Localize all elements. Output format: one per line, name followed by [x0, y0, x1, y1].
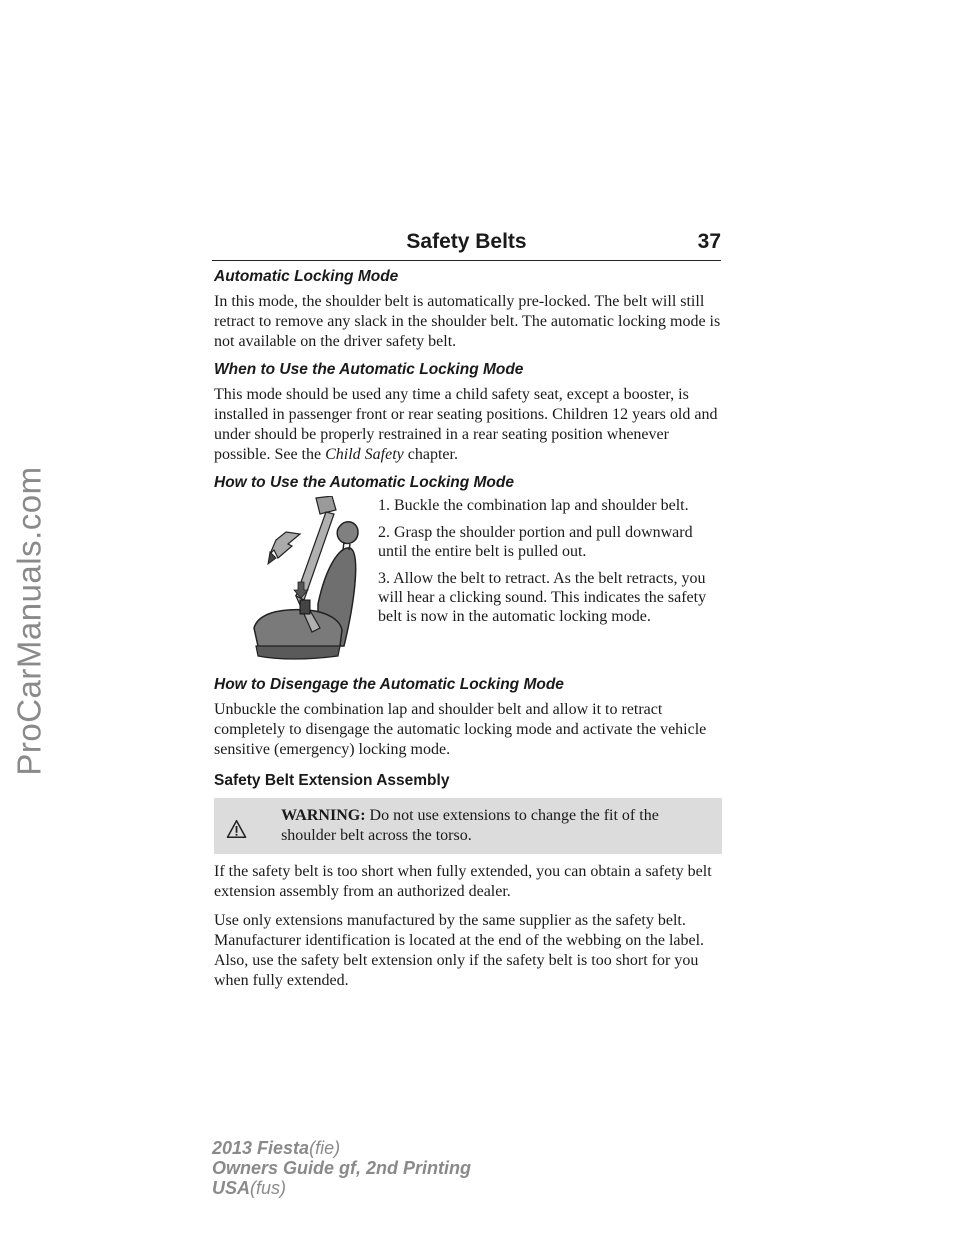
page-number: 37	[697, 230, 721, 253]
footer-model: 2013 Fiesta	[212, 1138, 310, 1158]
warning-box	[214, 798, 722, 854]
page-title: Safety Belts	[406, 230, 527, 253]
footer-guide: Owners Guide gf, 2nd Printing	[212, 1158, 472, 1178]
heading-how-to-disengage: How to Disengage the Automatic Locking Mode	[214, 676, 564, 693]
warning-body: Do not use extensions to change the fit of the shoulder belt across the torso.	[281, 807, 659, 844]
watermark-text: ProCarManuals.com	[11, 466, 48, 776]
footer-line-1	[212, 1138, 471, 1158]
seat-belt-figure	[248, 496, 378, 664]
footer-market-code: (fus)	[250, 1178, 287, 1198]
warning-triangle-icon	[226, 816, 247, 842]
step-2: 2. Grasp the shoulder portion and pull downward until the entire belt is pulled out.	[378, 524, 693, 560]
paragraph-extension-2: Use only extensions manufactured by the same supplier as the safety belt. Manufacturer identification is located at the end of the webbing on the label. Also, use the safety belt extension only if the safety belt is too short for you when fully extended.	[214, 912, 705, 989]
watermark	[2, 0, 58, 1242]
paragraph-disengage: Unbuckle the combination lap and shoulder belt and allow it to retract completely to disengage the automatic locking mode and activate the vehicle sensitive (emergency) locking mode.	[214, 701, 707, 758]
warning-label: WARNING:	[281, 807, 366, 824]
steps-list	[378, 496, 722, 634]
page-content	[214, 268, 722, 1000]
step-3: 3. Allow the belt to retract. As the belt retracts, you will hear a clicking sound. This indicates the safety belt is now in the automatic locking mode.	[378, 570, 707, 625]
footer-line-3	[212, 1178, 471, 1198]
page-footer	[212, 1138, 471, 1198]
footer-model-code: (fie)	[309, 1138, 341, 1158]
heading-when-to-use: When to Use the Automatic Locking Mode	[214, 361, 524, 378]
page-header	[212, 226, 721, 261]
paragraph-alm: In this mode, the shoulder belt is automatically pre-locked. The belt will still retract to remove any slack in the shoulder belt. The automatic locking mode is not available on the driver safety belt.	[214, 293, 721, 350]
when-text: This mode should be used any time a child safety seat, except a booster, is installed in passenger front or rear seating positions. Children 12 years old and under should be properly restrained in a rear seating position whenever possible. See the	[214, 386, 718, 463]
heading-how-to-use: How to Use the Automatic Locking Mode	[214, 474, 514, 491]
heading-automatic-locking-mode: Automatic Locking Mode	[214, 268, 399, 285]
footer-line-2	[212, 1158, 471, 1178]
heading-extension-assembly: Safety Belt Extension Assembly	[214, 772, 450, 789]
step-1: 1. Buckle the combination lap and shoulder belt.	[378, 497, 689, 514]
when-text-end: chapter.	[407, 446, 458, 463]
footer-market: USA	[212, 1178, 251, 1198]
steps-section	[214, 496, 722, 668]
child-safety-reference: Child Safety	[325, 446, 404, 463]
paragraph-when-to-use	[214, 385, 722, 465]
paragraph-extension-1: If the safety belt is too short when fully extended, you can obtain a safety belt extension assembly from an authorized dealer.	[214, 863, 712, 900]
warning-text	[281, 806, 712, 846]
